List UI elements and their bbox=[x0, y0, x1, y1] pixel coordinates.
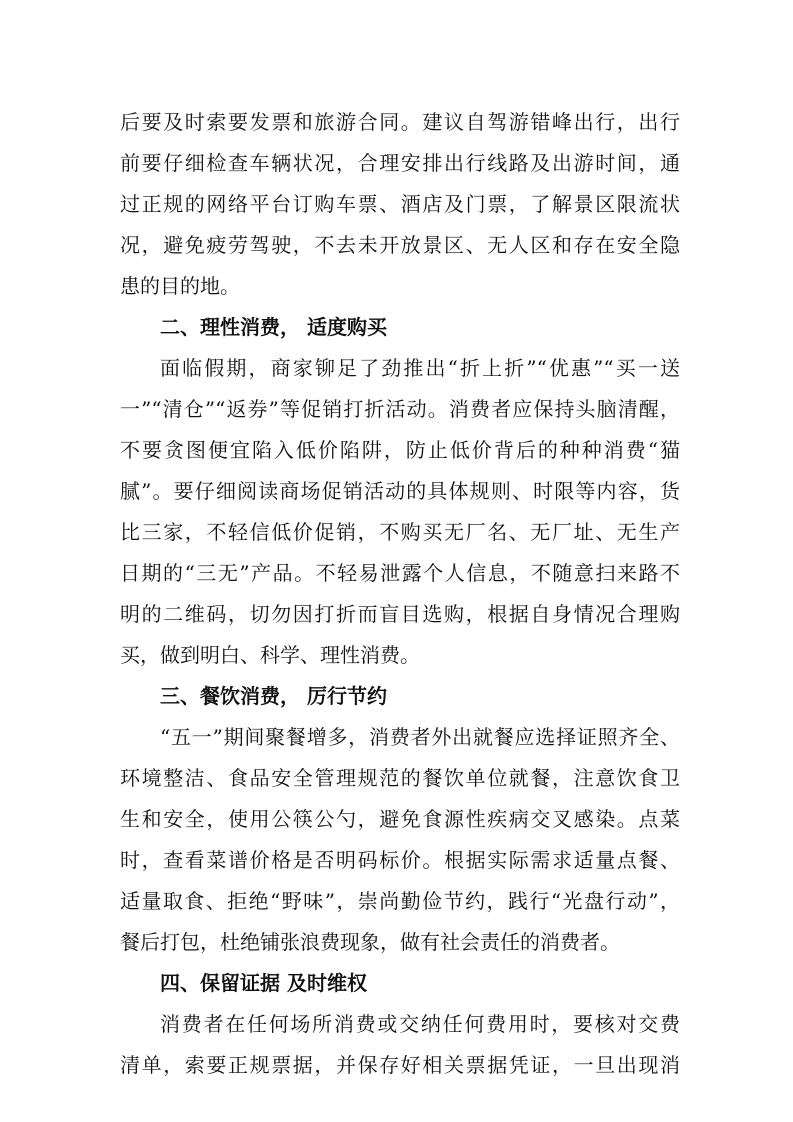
paragraph-line: 适量取食、拒绝“野味”，崇尚勤俭节约，践行“光盘行动”， bbox=[120, 889, 680, 913]
paragraph-line: 时，查看菜谱价格是否明码标价。根据实际需求适量点餐、 bbox=[120, 848, 680, 872]
paragraph-line: 清单，索要正规票据，并保存好相关票据凭证，一旦出现消 bbox=[120, 1053, 680, 1077]
section-heading-3: 三、餐饮消费， 厉行节约 bbox=[160, 684, 387, 708]
paragraph-line: 过正规的网络平台订购车票、酒店及门票，了解景区限流状 bbox=[120, 192, 680, 216]
paragraph-line: 生和安全，使用公筷公勺，避免食源性疾病交叉感染。点菜 bbox=[120, 807, 680, 831]
paragraph-line: 况，避免疲劳驾驶，不去未开放景区、无人区和存在安全隐 bbox=[120, 233, 680, 257]
paragraph-line: 消费者在任何场所消费或交纳任何费用时，要核对交费 bbox=[160, 1012, 680, 1036]
paragraph-line: 前要仔细检查车辆状况，合理安排出行线路及出游时间，通 bbox=[120, 151, 680, 175]
section-heading-4: 四、保留证据 及时维权 bbox=[160, 971, 367, 995]
paragraph-line: 环境整洁、食品安全管理规范的餐饮单位就餐，注意饮食卫 bbox=[120, 766, 680, 790]
paragraph-line: 面临假期，商家铆足了劲推出“折上折”“优惠”“买一送 bbox=[160, 356, 680, 380]
paragraph-line: 后要及时索要发票和旅游合同。建议自驾游错峰出行，出行 bbox=[120, 110, 680, 134]
paragraph-line: 腻”。要仔细阅读商场促销活动的具体规则、时限等内容，货 bbox=[120, 479, 680, 503]
paragraph-line: 日期的“三无”产品。不轻易泄露个人信息，不随意扫来路不 bbox=[120, 561, 680, 585]
paragraph-line: 买，做到明白、科学、理性消费。 bbox=[120, 643, 420, 667]
section-heading-2: 二、理性消费， 适度购买 bbox=[160, 315, 387, 339]
paragraph-line: 不要贪图便宜陷入低价陷阱，防止低价背后的种种消费“猫 bbox=[120, 438, 680, 462]
paragraph-line: 患的目的地。 bbox=[120, 274, 240, 298]
paragraph-line: 餐后打包，杜绝铺张浪费现象，做有社会责任的消费者。 bbox=[120, 930, 620, 954]
paragraph-line: 明的二维码，切勿因打折而盲目选购，根据自身情况合理购 bbox=[120, 602, 680, 626]
paragraph-line: “五一”期间聚餐增多，消费者外出就餐应选择证照齐全、 bbox=[160, 725, 680, 749]
paragraph-line: 一”“清仓”“返券”等促销打折活动。消费者应保持头脑清醒， bbox=[120, 397, 680, 421]
paragraph-line: 比三家，不轻信低价促销，不购买无厂名、无厂址、无生产 bbox=[120, 520, 680, 544]
